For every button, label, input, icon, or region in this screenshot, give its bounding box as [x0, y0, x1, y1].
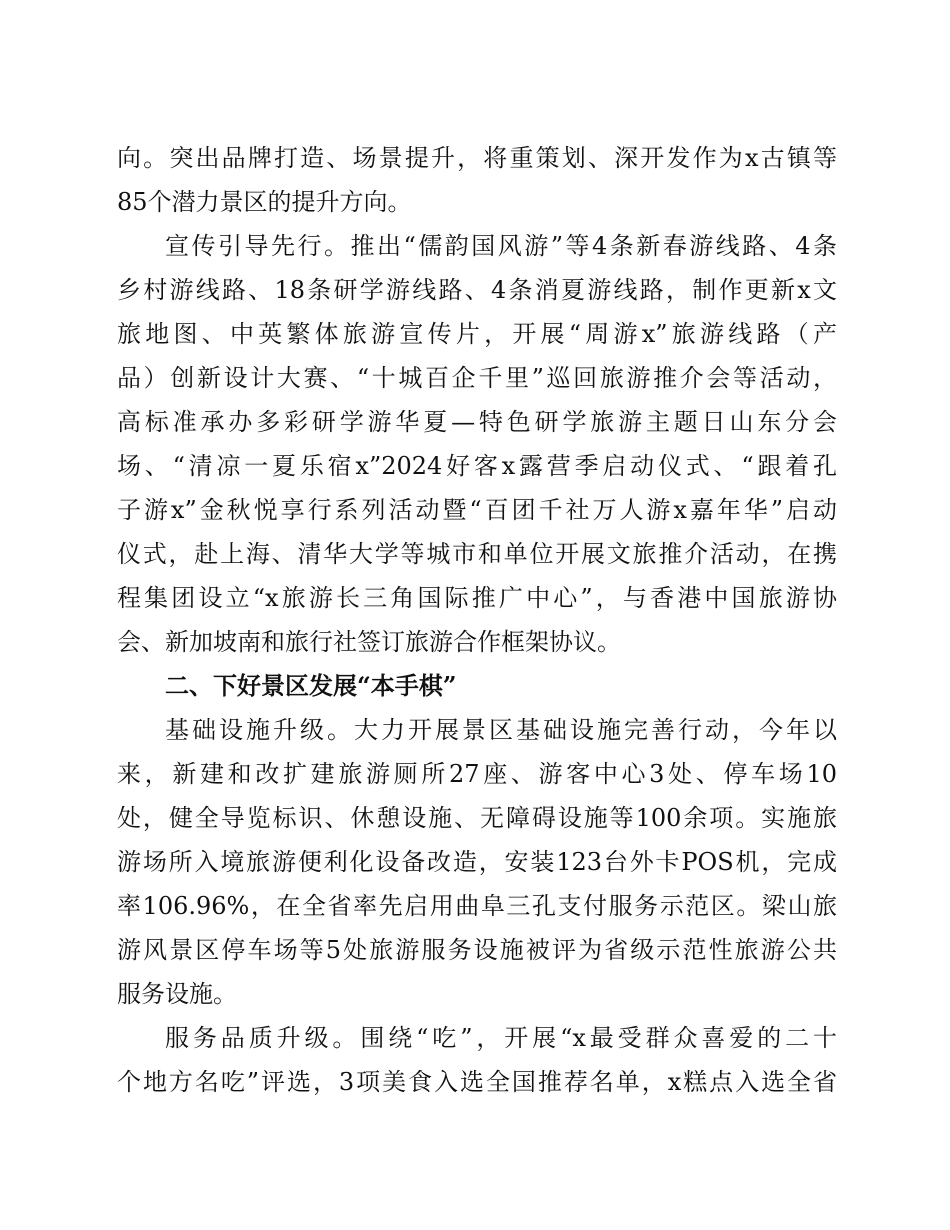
- text-line: 会、新加坡南和旅行社签订旅游合作框架协议。: [117, 628, 621, 656]
- section-heading: 二、下好景区发展“本手棋”: [165, 671, 457, 700]
- text-line: 场、“清凉一夏乐宿x”2024好客x露营季启动仪式、“跟着孔: [117, 452, 837, 480]
- text-line: 来，新建和改扩建旅游厕所27座、游客中心3处、停车场10: [117, 760, 837, 788]
- text-line: 率106.96%，在全省率先启用曲阜三孔支付服务示范区。梁山旅: [117, 892, 837, 920]
- text-line: 85个潜力景区的提升方向。: [117, 188, 412, 216]
- text-line: 向。突出品牌打造、场景提升，将重策划、深开发作为x古镇等: [117, 144, 837, 172]
- text-line: 程集团设立“x旅游长三角国际推广中心”，与香港中国旅游协: [117, 584, 837, 612]
- paragraph-start: 服务品质升级。围绕“吃”，开展“x最受群众喜爱的二十: [165, 1024, 837, 1052]
- text-line: 高标准承办多彩研学游华夏—特色研学旅游主题日山东分会: [117, 408, 837, 436]
- text-line: 仪式，赴上海、清华大学等城市和单位开展文旅推介活动，在携: [117, 540, 837, 568]
- text-line: 子游x”金秋悦享行系列活动暨“百团千社万人游x嘉年华”启动: [117, 496, 837, 524]
- text-line: 乡村游线路、18条研学游线路、4条消夏游线路，制作更新x文: [117, 276, 837, 304]
- text-line: 品）创新设计大赛、“十城百企千里”巡回旅游推介会等活动，: [117, 364, 837, 392]
- text-line: 服务设施。: [117, 980, 237, 1008]
- text-line: 游场所入境旅游便利化设备改造，安装123台外卡POS机，完成: [117, 848, 837, 876]
- text-line: 个地方名吃”评选，3项美食入选全国推荐名单，x糕点入选全省: [117, 1068, 837, 1096]
- paragraph-start: 宣传引导先行。推出“儒韵国风游”等4条新春游线路、4条: [165, 232, 837, 260]
- paragraph-start: 基础设施升级。大力开展景区基础设施完善行动，今年以: [165, 716, 837, 744]
- text-line: 游风景区停车场等5处旅游服务设施被评为省级示范性旅游公共: [117, 936, 837, 964]
- text-line: 旅地图、中英繁体旅游宣传片，开展“周游x”旅游线路（产: [117, 320, 837, 348]
- text-line: 处，健全导览标识、休憩设施、无障碍设施等100余项。实施旅: [117, 804, 837, 832]
